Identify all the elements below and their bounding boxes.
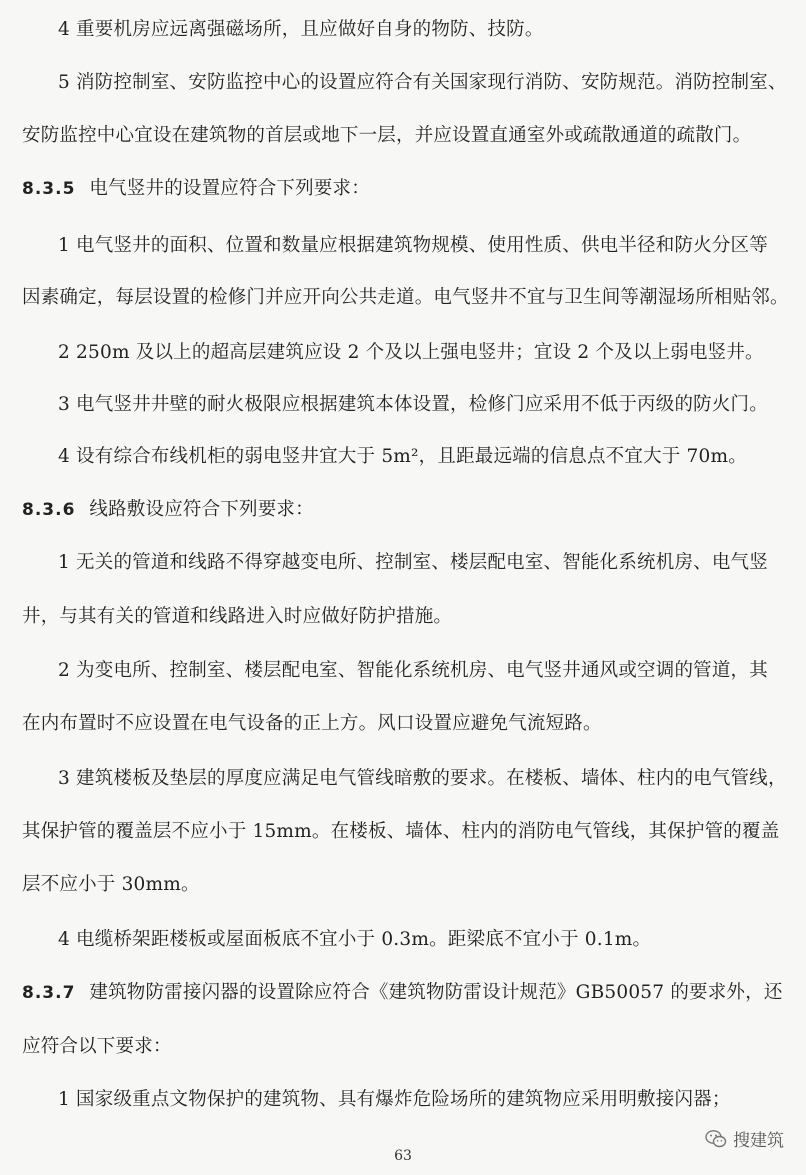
clause-number: 8.3.6: [22, 500, 76, 520]
paragraph-line: 安防监控中心宜设在建筑物的首层或地下一层，并应设置直通室外或疏散通道的疏散门。: [22, 125, 752, 146]
paragraph-line: 3 电气竖井井壁的耐火极限应根据建筑本体设置，检修门应采用不低于丙级的防火门。: [58, 394, 768, 415]
paragraph-line: 2 250m 及以上的超高层建筑应设 2 个及以上强电竖井；宜设 2 个及以上弱电竖井。: [58, 342, 764, 363]
paragraph-line: 4 重要机房应远离强磁场所，且应做好自身的物防、技防。: [58, 19, 544, 40]
wechat-icon: [705, 1129, 727, 1149]
paragraph-line: 4 设有综合布线机柜的弱电竖井宜大于 5m²，且距最远端的信息点不宜大于 70m。: [58, 446, 747, 467]
watermark-text: 搜建筑: [733, 1131, 784, 1151]
clause-title: 线路敷设应符合下列要求：: [89, 499, 314, 520]
clause-heading: [22, 981, 783, 1005]
paragraph-line: 层不应小于 30mm。: [22, 874, 200, 895]
clause-heading: [22, 498, 314, 522]
paragraph-line: 5 消防控制室、安防监控中心的设置应符合有关国家现行消防、安防规范。消防控制室、: [58, 72, 787, 93]
paragraph-line: 应符合以下要求：: [22, 1036, 172, 1057]
clause-title: 建筑物防雷接闪器的设置除应符合《建筑物防雷设计规范》GB50057 的要求外，还: [89, 982, 783, 1003]
paragraph-line: 1 国家级重点文物保护的建筑物、具有爆炸危险场所的建筑物应采用明敷接闪器；: [58, 1089, 731, 1110]
paragraph-line: 1 无关的管道和线路不得穿越变电所、控制室、楼层配电室、智能化系统机房、电气竖: [58, 552, 768, 573]
page-number: 63: [394, 1148, 412, 1164]
paragraph-line: 井，与其有关的管道和线路进入时应做好防护措施。: [22, 606, 453, 627]
clause-heading: [22, 177, 370, 201]
paragraph-line: 1 电气竖井的面积、位置和数量应根据建筑物规模、使用性质、供电半径和防火分区等: [58, 235, 768, 256]
paragraph-line: 4 电缆桥架距楼板或屋面板底不宜小于 0.3m。距梁底不宜小于 0.1m。: [58, 929, 652, 950]
paragraph-line: 在内布置时不应设置在电气设备的正上方。风口设置应避免气流短路。: [22, 713, 602, 734]
clause-number: 8.3.5: [22, 179, 76, 199]
clause-title: 电气竖井的设置应符合下列要求：: [89, 178, 370, 199]
paragraph-line: 2 为变电所、控制室、楼层配电室、智能化系统机房、电气竖井通风或空调的管道，其: [58, 660, 768, 681]
paragraph-line: 其保护管的覆盖层不应小于 15mm。在楼板、墙体、柱内的消防电气管线，其保护管的覆盖: [22, 821, 780, 842]
clause-number: 8.3.7: [22, 983, 76, 1003]
paragraph-line: 因素确定，每层设置的检修门并应开向公共走道。电气竖井不宜与卫生间等潮湿场所相贴邻。: [22, 287, 789, 308]
paragraph-line: 3 建筑楼板及垫层的厚度应满足电气管线暗敷的要求。在楼板、墙体、柱内的电气管线，: [58, 768, 787, 789]
